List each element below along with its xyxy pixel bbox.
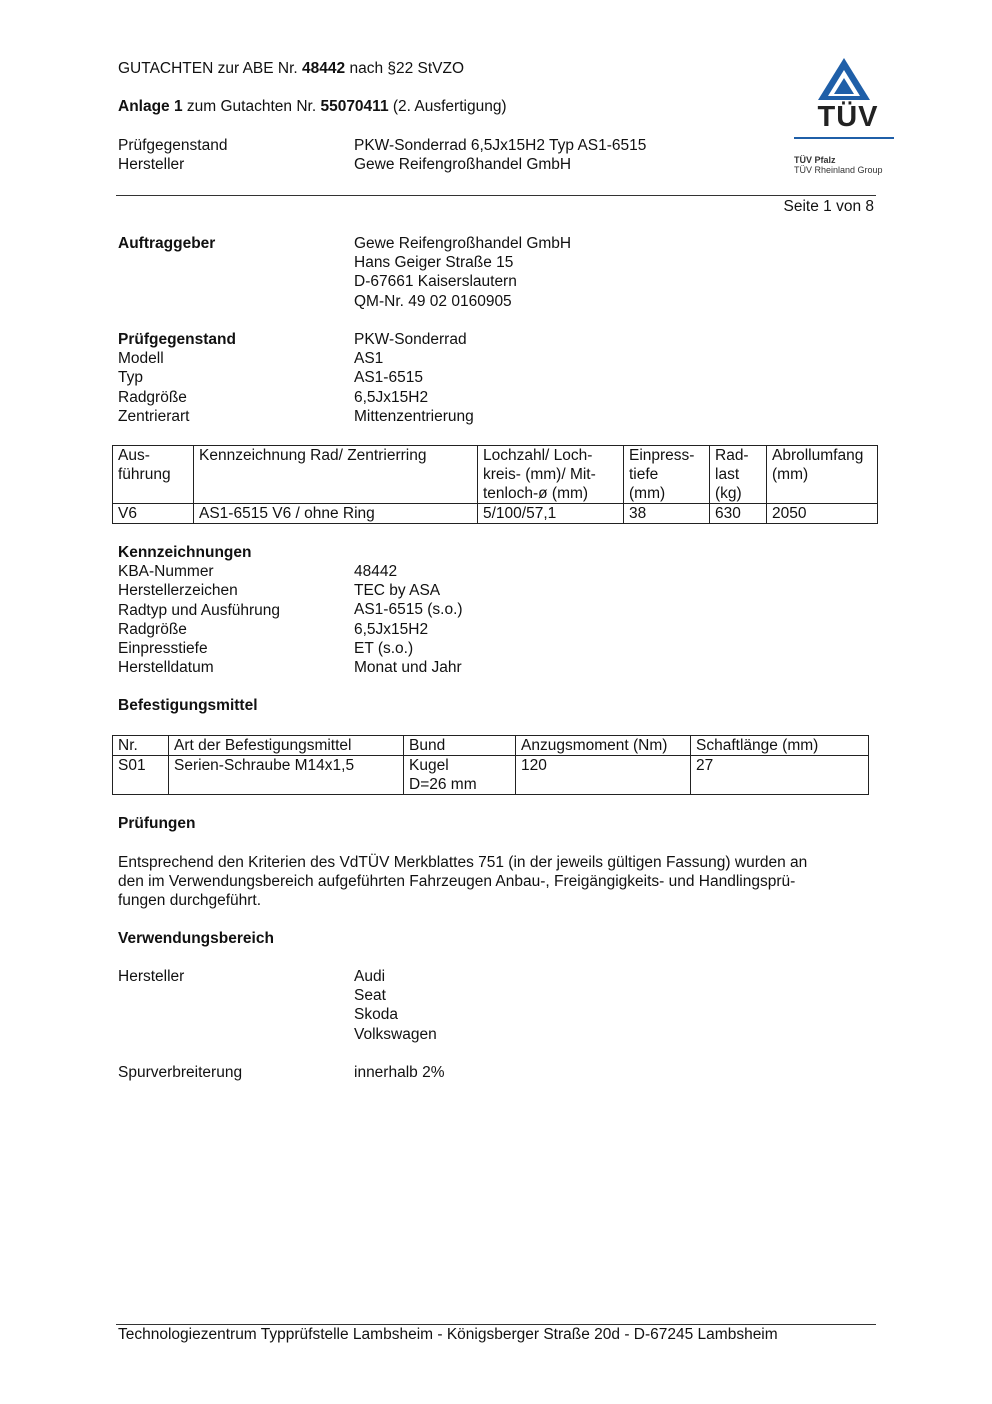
logo-rule [794,137,894,139]
table-cell: 27 [691,756,869,795]
table-row [113,756,869,795]
header-row-label: Hersteller [118,156,185,174]
table-header-cell: Schaftlänge (mm) [691,736,869,756]
kennzeichnungen-labels [118,543,280,677]
table-cell: Serien-Schraube M14x1,5 [169,756,404,795]
spur-label: Spurverbreiterung [118,1064,243,1081]
address-line: Hans Geiger Straße 15 [354,254,514,272]
table-header-cell: Nr. [113,736,169,756]
befestigung-label: Befestigungsmittel [118,697,258,714]
spec-value: 6,5Jx15H2 [354,388,429,406]
spec-label: Radgröße [118,388,187,406]
header-title-prefix: GUTACHTEN zur ABE Nr. [118,60,303,77]
table-cell: 2050 [767,504,878,524]
tuev-brand: TÜV [817,101,879,133]
marking-label: KBA-Nummer [118,563,214,581]
annex-label: Anlage 1 [118,98,183,115]
fastener-table [112,735,869,795]
pruefgegenstand-labels [118,330,236,426]
table-header-cell: Kennzeichnung Rad/ Zentrierring [194,446,478,504]
marking-label: Herstellerzeichen [118,582,238,600]
table-cell: 630 [710,504,767,524]
pruefungen-text [118,853,807,911]
header-title-suffix: nach §22 StVZO [345,60,465,77]
table-header-cell: Einpress- tiefe (mm) [624,446,710,504]
list-item: Skoda [354,1006,398,1024]
spec-value: AS1-6515 [354,369,423,387]
table-header-cell: Aus- führung [113,446,194,504]
header-values [354,136,646,174]
pruefungen-label: Prüfungen [118,815,196,832]
header-row-value: Gewe Reifengroßhandel GmbH [354,156,572,174]
marking-value: 48442 [354,563,398,580]
page-number: Seite 1 von 8 [783,198,874,215]
table-header-cell: Art der Befestigungsmittel [169,736,404,756]
table-row [113,504,878,524]
table-header-cell: Anzugsmoment (Nm) [516,736,691,756]
pruefgegenstand-label: Prüfgegenstand [118,331,236,348]
list-item: Audi [354,968,386,985]
pruefgegenstand-value: PKW-Sonderrad [354,331,467,348]
address-line: D-67661 Kaiserslautern [354,273,517,291]
address-line: Gewe Reifengroßhandel GmbH [354,235,572,252]
spec-label: Typ [118,369,143,387]
list-item: Volkswagen [354,1025,437,1043]
header-row-label: Prüfgegenstand [118,137,228,154]
header-row-value: PKW-Sonderrad 6,5Jx15H2 Typ AS1-6515 [354,137,647,154]
table-header-row [113,736,869,756]
tuev-logo [794,56,898,180]
annex-text: zum Gutachten Nr. [182,98,321,115]
address-line: QM-Nr. 49 02 0160905 [354,292,512,310]
table-header-row [113,446,878,504]
marking-value: Monat und Jahr [354,658,462,676]
marking-value: 6,5Jx15H2 [354,620,429,638]
kennzeichnungen-values [354,562,463,677]
paragraph-line: den im Verwendungsbereich aufgeführten Fahrzeugen Anbau-, Freigängigkeits- und Handlingsprü- [118,873,796,891]
verwendungsbereich-label: Verwendungsbereich [118,930,274,947]
marking-value: AS1-6515 (s.o.) [354,601,463,619]
table-cell: 38 [624,504,710,524]
logo-line2: TÜV Rheinland Group [794,165,883,175]
table-header-cell: Rad- last (kg) [710,446,767,504]
table-header-cell: Bund [404,736,516,756]
table-cell: V6 [113,504,194,524]
header-annex [118,97,507,116]
report-number: 55070411 [320,98,389,115]
paragraph-line: fungen durchgeführt. [118,892,262,910]
paragraph-line: Entsprechend den Kriterien des VdTÜV Merkblattes 751 (in der jeweils gültigen Fassung) wurden an [118,854,808,871]
hersteller-label: Hersteller [118,968,185,985]
kennzeichnungen-label: Kennzeichnungen [118,544,252,561]
marking-value: TEC by ASA [354,582,441,600]
table-cell: AS1-6515 V6 / ohne Ring [194,504,478,524]
spec-value: AS1 [354,350,384,368]
table-header-cell: Lochzahl/ Loch- kreis- (mm)/ Mit- tenloch-ø (mm) [478,446,624,504]
table-cell: Kugel D=26 mm [404,756,516,795]
marking-label: Herstelldatum [118,659,214,677]
pruefgegenstand-values [354,330,474,426]
spec-value: Mittenzentrierung [354,407,474,425]
auftraggeber-label: Auftraggeber [118,235,216,252]
marking-label: Radtyp und Ausführung [118,601,281,619]
table-cell: S01 [113,756,169,795]
logo-line1: TÜV Pfalz [794,155,836,165]
header-divider [116,195,876,196]
table-cell: 120 [516,756,691,795]
spec-label: Zentrierart [118,407,190,425]
abe-number: 48442 [302,60,346,77]
table-cell: 5/100/57,1 [478,504,624,524]
hersteller-list [354,967,437,1044]
spec-label: Modell [118,350,164,368]
annex-edition: (2. Ausfertigung) [388,98,507,115]
table-header-cell: Abrollumfang (mm) [767,446,878,504]
header-labels [118,136,227,174]
footer-text: Technologiezentrum Typprüfstelle Lambsheim - Königsberger Straße 20d - D-67245 Lambsheim [118,1326,778,1343]
auftraggeber-address [354,234,571,311]
header-title [118,59,464,78]
tuev-triangle-icon [794,56,898,102]
marking-value: ET (s.o.) [354,639,414,657]
marking-label: Radgröße [118,620,187,638]
list-item: Seat [354,987,386,1005]
spur-value: innerhalb 2% [354,1064,445,1081]
wheel-table [112,445,878,524]
marking-label: Einpresstiefe [118,639,208,657]
